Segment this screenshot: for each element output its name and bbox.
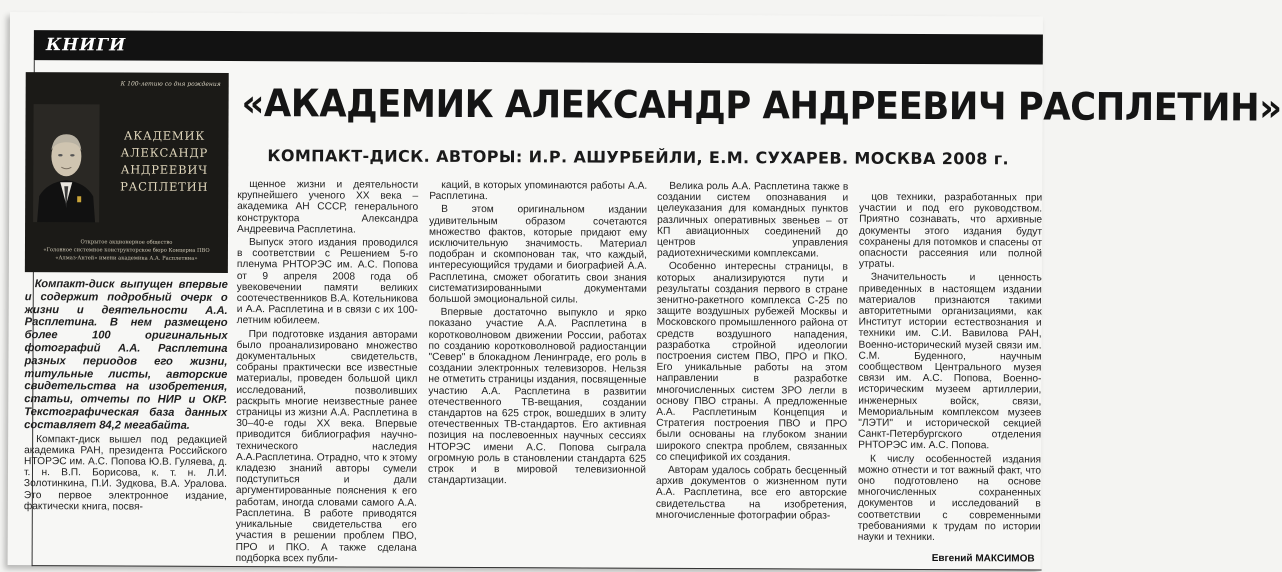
- cover-title-line: АНДРЕЕВИЧ: [120, 162, 208, 177]
- newspaper-clipping: [8, 12, 1282, 570]
- cover-footer: [31, 238, 222, 263]
- paragraph: Впервые достаточно выпукло и ярко показано участие А.А. Расплетина в коротковолновом движении России, работах по созданию коротковолновой радиостанции "Север" в блокадном Ленинграде, его роль в создании электронных телевизоров. Нельзя не отметить страницы издания, посвященные участию А.А. Расплетина в развитии отечественного ТВ-вещания, создании стандартов на 625 строк, вошедших в элиту отечественных ТВ-стандартов. Его активная позиция на послевоенных научных сессиях НТОРЭС имени А.С. Попова сыграла огромную роль в становлении стандарта 625 строк и в мировой телевизионной стандартизации.: [427, 307, 647, 487]
- paragraph: Компакт-диск вышел под редакцией академика РАН, президента Российского НТОРЭС им. А.С. Попова Ю.В. Гуляева, д. т. н. В.П. Борисова, к. т. н. Л.И. Золотинкина, П.И. Зудкова, В.А. Уралова. Это первое электронное издание, фактически книга, посвя-: [23, 433, 228, 513]
- paragraph: Выпуск этого издания проводился в соответствии с Решением 5-го пленума РНТОРЭС им. А.С. Попова от 9 апреля 2008 года об увековечении памяти великих соотечественников В.А. Котельникова и А.А. Расплетина и в связи с их 100-летним юбилеем.: [236, 237, 419, 327]
- paragraph: Значительность и ценность приведенных в настоящем издании материалов признаются такими авторитетными организациями, как Институт истории естествознания и техники им. С.И. Вавилова РАН, Военно-исторический музей связи им. С.М. Буденного, научным сообществом Центрального музея связи им. А.С. Попова, Военно-историческим музеем артиллерии, инженерных войск, связи, Мемориальным комплексом музеев "ЛЭТИ" и исторической секцией Санкт-Петербургского отделения РНТОРЭС им. А.С. Попова.: [858, 272, 1042, 452]
- rubric-label: КНИГИ: [45, 35, 127, 56]
- cover-footer-line: Открытое акционерное общество: [80, 239, 173, 246]
- paragraph: щенное жизни и деятельности крупнейшего ученого XX века – академика АН СССР, генерального конструктора Александра Андреевича Расплетина.: [237, 179, 419, 236]
- article-column-4: [656, 181, 849, 554]
- lead-paragraph: Компакт-диск выпущен впервые и содержит подробный очерк о жизни и деятельности А.А. Расплетина. В нем размещено более 100 оригинальных фотографий А.А. Расплетина разных периодов его жизни, титульные листы, авторские свидетельства на изобретения, статьи, отчеты по НИР и ОКР. Текстографическая база данных составляет 84,2 мегабайта.: [24, 278, 228, 432]
- article-author: Евгений МАКСИМОВ: [931, 553, 1035, 565]
- cover-title: [103, 127, 225, 196]
- article-column-5: [858, 192, 1043, 555]
- paragraph: Особенно интересны страницы, в которых анализируются пути и результаты создания первого в стране зенитно-ракетного комплекса С-25 по защите воздушных рубежей Москвы и Московского промышленного района от средств воздушного нападения, разработка стройной идеологии построения систем ПВО, ПРО и ПКО. Его уникальные работы на этом направлении в разработке многочисленных систем ЗРО легли в основу ПВО страны. А предложенные А.А. Расплетиным Концепция и Стратегия построения ПВО и ПРО были основаны на глубоком знании широкого спектра проблем, связанных со спецификой их создания.: [656, 261, 848, 464]
- article-column-2: [235, 179, 419, 565]
- cover-footer-line: «Алмаз-Антей» имени академика А.А. Расплетина»: [55, 255, 198, 262]
- paragraph: При подготовке издания авторами было проанализировано множество документальных свидетельств, собраны практически все известные материалы, проведен большой цикл исследований, позволивших раскрыть многие неизвестные ранее страницы из жизни А.А. Расплетина в 30–40-е годы XX века. Впервые приводится библиография научно-технического наследия А.А.Расплетина. Отрадно, что к этому кладезю знаний авторы сумели подступиться и дали аргументированные пояснения к его работам, иногда словами самого А.А. Расплетина. В работе приводятся уникальные свидетельства его участия в решении проблем ПВО, ПРО и ПКО. А также сделана подборка всех публи-: [235, 328, 418, 565]
- paragraph: цов техники, разработанных при участии и под его руководством. Приятно сознавать, что архивные документы этого издания будут сохранены для потомков и спасены от опасности рассеяния или полной утраты.: [858, 191, 1043, 271]
- cover-title-line: АКАДЕМИК: [123, 128, 206, 143]
- book-cover-image: [25, 72, 229, 273]
- paragraph: Велика роль А.А. Расплетина также в создании систем опознавания и целеуказания для командных пунктов различных оперативных звеньев – от КП авиационных соединений до центров управления радиотехническими комплексами.: [656, 180, 849, 260]
- cover-title-line: РАСПЛЕТИН: [120, 179, 209, 194]
- cover-footer-line: «Головное системное конструкторское бюро Концерна ПВО: [43, 247, 210, 254]
- cover-top-text: К 100-летию со дня рождения: [120, 80, 221, 88]
- article-subheadline: КОМПАКТ-ДИСК. АВТОРЫ: И.Р. АШУРБЕЙЛИ, Е.М. СУХАРЕВ. МОСКВА 2008 г.: [267, 146, 1010, 169]
- cover-title-line: АЛЕКСАНДР: [120, 145, 209, 160]
- article-column-3: [428, 180, 648, 553]
- article-headline: «АКАДЕМИК АЛЕКСАНДР АНДРЕЕВИЧ РАСПЛЕТИН»: [241, 81, 1282, 130]
- article-column-1: [24, 278, 228, 549]
- paragraph: К числу особенностей издания можно отнести и тот важный факт, что оно подготовлено на основе многочисленных сохраненных документов и исследований в соответствии с современными требованиями к трудам по истории науки и техники.: [857, 453, 1042, 544]
- paragraph: каций, в которых упоминаются работы А.А. Расплетина.: [429, 179, 648, 203]
- portrait-photo: [33, 104, 100, 222]
- paragraph: Авторам удалось собрать бесценный архив документов о жизненном пути А.А. Расплетина, все его авторские свидетельства на изобретения, многочисленные фотографии образ-: [655, 464, 848, 522]
- paragraph: В этом оригинальном издании удивительным образом сочетаются множество фактов, которые придают ему исключительную значимость. Материал подобран и скомпонован так, что каждый, интересующийся трудами и биографией А.А. Расплетина, сможет обогатить свои знания систематизированными документами большой эмоциональной силы.: [428, 204, 648, 306]
- rubric-bar: [34, 30, 1043, 64]
